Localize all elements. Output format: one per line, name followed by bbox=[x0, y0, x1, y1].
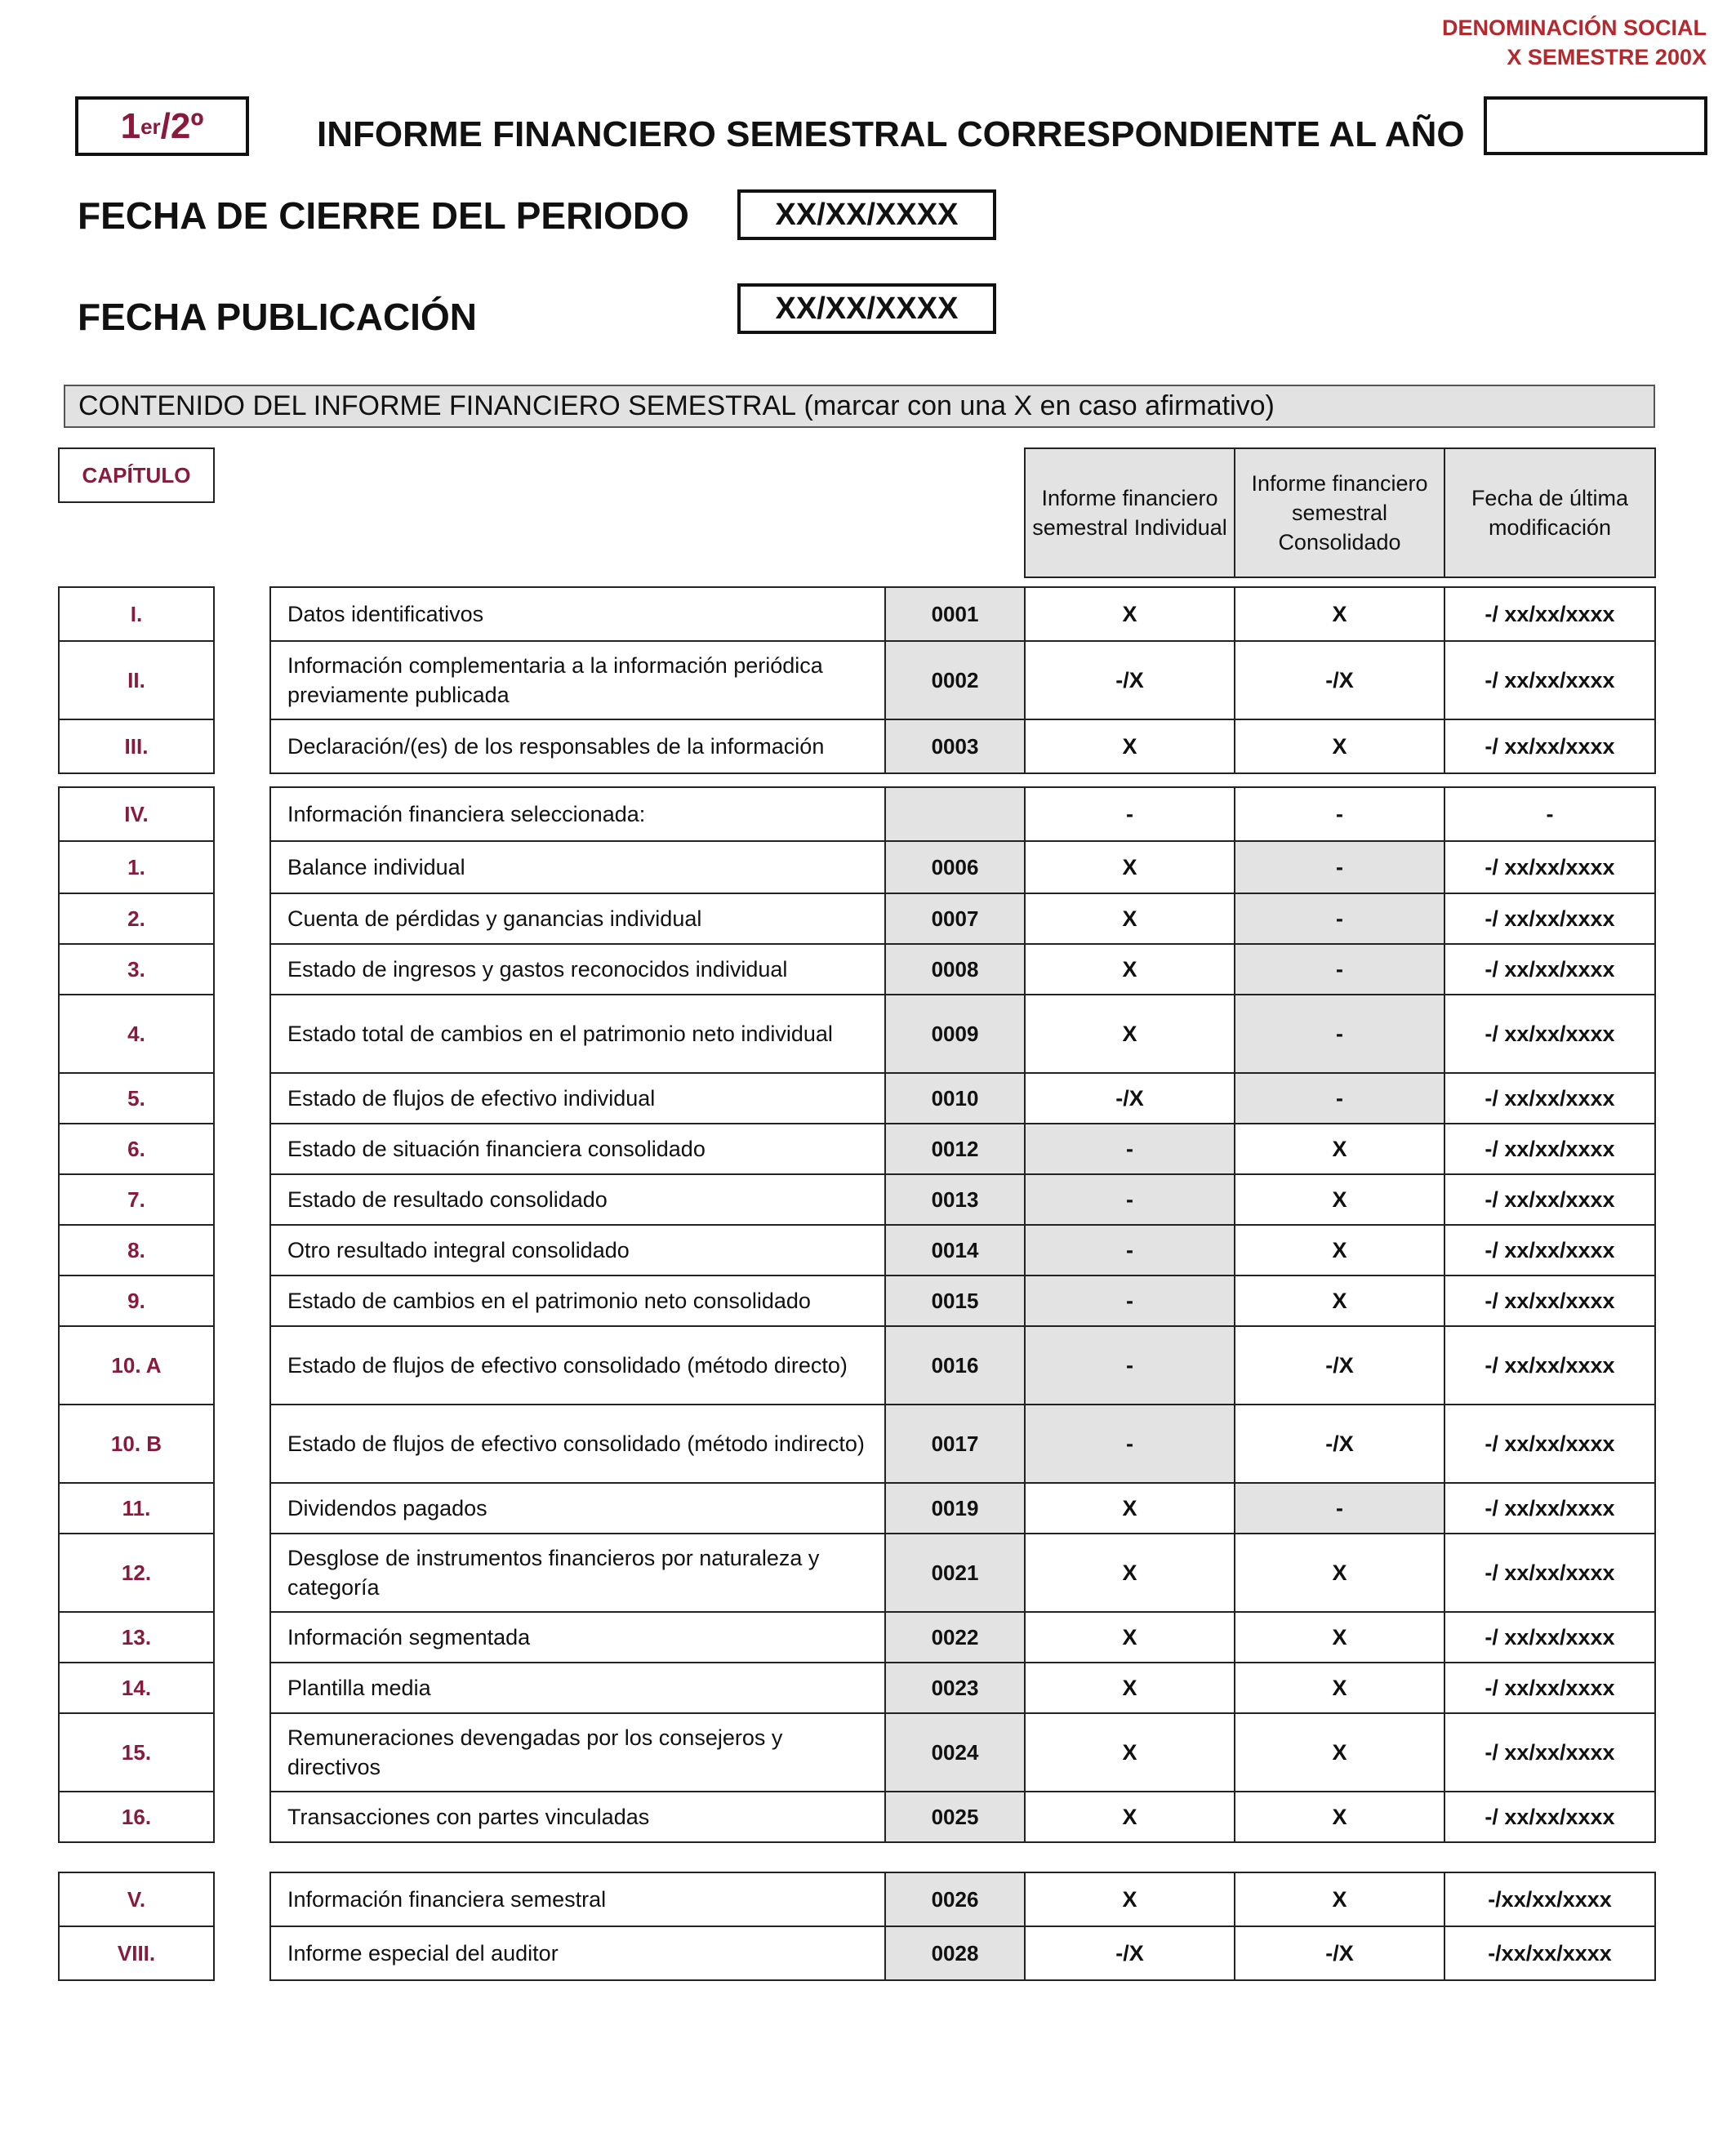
individual-cell-text: X bbox=[1122, 854, 1137, 879]
chapter-cell bbox=[58, 719, 215, 774]
chapter-cell-text: 14. bbox=[121, 1675, 152, 1700]
code-cell bbox=[884, 994, 1026, 1074]
closing-date-label: FECHA DE CIERRE DEL PERIODO bbox=[78, 194, 689, 237]
individual-cell-text: -/X bbox=[1115, 1085, 1144, 1111]
description-cell bbox=[269, 1123, 886, 1175]
chapter-cell-text: 9. bbox=[127, 1288, 145, 1313]
section-title: CONTENIDO DEL INFORME FINANCIERO SEMESTRAL bbox=[78, 390, 797, 421]
code-cell-text: 0013 bbox=[931, 1186, 979, 1212]
consolidado-cell[interactable] bbox=[1234, 719, 1445, 774]
description-cell bbox=[269, 1404, 886, 1484]
individual-cell-text: X bbox=[1122, 733, 1137, 759]
closing-date-field[interactable]: XX/XX/XXXX bbox=[737, 189, 996, 240]
fecha-cell[interactable] bbox=[1444, 840, 1656, 894]
code-cell bbox=[884, 1662, 1026, 1714]
fecha-cell-text: -/xx/xx/xxxx bbox=[1488, 1940, 1612, 1966]
code-cell bbox=[884, 1123, 1026, 1175]
code-cell-text: 0009 bbox=[931, 1021, 979, 1046]
consolidado-cell[interactable] bbox=[1234, 1926, 1445, 1981]
chapter-cell-text: 6. bbox=[127, 1136, 145, 1161]
chapter-cell bbox=[58, 1926, 215, 1981]
description-cell-text: Información financiera seleccionada: bbox=[287, 802, 646, 826]
chapter-cell-text: 13. bbox=[121, 1624, 152, 1649]
chapter-cell-text: 10. B bbox=[110, 1431, 162, 1456]
consolidado-cell[interactable] bbox=[1234, 1611, 1445, 1663]
chapter-cell bbox=[58, 1791, 215, 1843]
consolidado-cell[interactable] bbox=[1234, 1872, 1445, 1927]
fecha-cell-text: -/ xx/xx/xxxx bbox=[1485, 1495, 1615, 1520]
description-cell bbox=[269, 1926, 886, 1981]
chapter-cell-text: 5. bbox=[127, 1085, 145, 1111]
individual-cell-text: X bbox=[1122, 1804, 1137, 1829]
code-cell bbox=[884, 1173, 1026, 1226]
individual-cell[interactable] bbox=[1024, 1482, 1235, 1534]
chapter-cell bbox=[58, 1072, 215, 1124]
code-cell bbox=[884, 719, 1026, 774]
individual-cell[interactable] bbox=[1024, 1662, 1235, 1714]
consolidado-cell-text: - bbox=[1336, 801, 1343, 826]
fecha-cell-text: -/ xx/xx/xxxx bbox=[1485, 667, 1615, 692]
section-heading bbox=[64, 385, 1655, 428]
chapter-cell-text: II. bbox=[127, 667, 145, 692]
individual-cell-text: X bbox=[1122, 1739, 1137, 1765]
description-cell-text: Cuenta de pérdidas y ganancias individual bbox=[287, 906, 702, 931]
chapter-cell bbox=[58, 893, 215, 945]
consolidado-cell-text: X bbox=[1332, 601, 1347, 626]
code-cell-text: 0014 bbox=[931, 1237, 979, 1262]
chapter-cell bbox=[58, 1662, 215, 1714]
individual-cell-text: X bbox=[1122, 906, 1137, 931]
consolidado-cell-text: -/X bbox=[1325, 1352, 1354, 1378]
semester-box[interactable]: 1 er /2º bbox=[75, 96, 249, 156]
fecha-cell-text: -/ xx/xx/xxxx bbox=[1485, 956, 1615, 982]
fecha-cell[interactable] bbox=[1444, 1482, 1656, 1534]
description-cell-text: Datos identificativos bbox=[287, 602, 484, 626]
individual-cell-text: -/X bbox=[1115, 667, 1144, 692]
consolidado-cell-text: - bbox=[1336, 1085, 1343, 1111]
individual-cell-text: -/X bbox=[1115, 1940, 1144, 1966]
individual-cell-text: - bbox=[1126, 1186, 1133, 1212]
fecha-cell-text: -/ xx/xx/xxxx bbox=[1485, 1186, 1615, 1212]
description-cell bbox=[269, 1173, 886, 1226]
chapter-cell bbox=[58, 1224, 215, 1276]
code-cell bbox=[884, 1611, 1026, 1663]
description-cell-text: Plantilla media bbox=[287, 1676, 431, 1700]
individual-cell-text: X bbox=[1122, 1021, 1137, 1046]
fecha-cell[interactable] bbox=[1444, 1872, 1656, 1927]
consolidado-cell-text: X bbox=[1332, 733, 1347, 759]
chapter-cell-text: 11. bbox=[122, 1495, 151, 1520]
description-cell bbox=[269, 1482, 886, 1534]
consolidado-cell-text: X bbox=[1332, 1136, 1347, 1161]
fecha-cell[interactable] bbox=[1444, 943, 1656, 995]
fecha-cell[interactable] bbox=[1444, 1224, 1656, 1276]
fecha-cell[interactable] bbox=[1444, 1791, 1656, 1843]
description-cell-text: Estado de flujos de efectivo individual bbox=[287, 1086, 656, 1111]
individual-cell[interactable] bbox=[1024, 719, 1235, 774]
fecha-cell-text: -/ xx/xx/xxxx bbox=[1485, 1288, 1615, 1313]
individual-cell-text: - bbox=[1126, 1237, 1133, 1262]
fecha-cell-text: -/ xx/xx/xxxx bbox=[1485, 733, 1615, 759]
description-cell bbox=[269, 1662, 886, 1714]
chapter-cell-text: 12. bbox=[121, 1560, 152, 1585]
fecha-cell-text: -/ xx/xx/xxxx bbox=[1485, 1352, 1615, 1378]
consolidado-cell-text: X bbox=[1332, 1186, 1347, 1212]
publication-date-field[interactable]: XX/XX/XXXX bbox=[737, 283, 996, 334]
code-cell-text: 0016 bbox=[931, 1352, 979, 1378]
code-cell bbox=[884, 1404, 1026, 1484]
description-cell bbox=[269, 1224, 886, 1276]
consolidado-cell[interactable] bbox=[1234, 1275, 1445, 1327]
consolidado-cell[interactable] bbox=[1234, 1791, 1445, 1843]
code-cell bbox=[884, 1224, 1026, 1276]
fecha-cell-text: -/ xx/xx/xxxx bbox=[1485, 854, 1615, 879]
fecha-cell-text: -/xx/xx/xxxx bbox=[1488, 1886, 1612, 1912]
fecha-cell[interactable] bbox=[1444, 640, 1656, 720]
description-cell-text: Estado de flujos de efectivo consolidado (método directo) bbox=[287, 1353, 848, 1378]
consolidado-cell[interactable] bbox=[1234, 586, 1445, 642]
individual-cell[interactable] bbox=[1024, 1404, 1235, 1484]
semester-number: 1 bbox=[120, 105, 141, 146]
consolidado-cell[interactable] bbox=[1234, 1072, 1445, 1124]
code-cell-text: 0001 bbox=[931, 601, 979, 626]
report-title: INFORME FINANCIERO SEMESTRAL CORRESPONDIENTE AL AÑO bbox=[317, 114, 1465, 154]
description-cell bbox=[269, 1072, 886, 1124]
individual-cell[interactable] bbox=[1024, 1224, 1235, 1276]
individual-cell[interactable] bbox=[1024, 1926, 1235, 1981]
col-header-consolidado: Informe financiero semestral Consolidado bbox=[1234, 447, 1445, 578]
code-cell-text: 0015 bbox=[931, 1288, 979, 1313]
code-cell bbox=[884, 943, 1026, 995]
description-cell bbox=[269, 943, 886, 995]
description-cell-text: Dividendos pagados bbox=[287, 1496, 487, 1520]
description-cell bbox=[269, 840, 886, 894]
description-cell bbox=[269, 1872, 886, 1927]
individual-cell-text: X bbox=[1122, 1675, 1137, 1700]
chapter-cell-text: IV. bbox=[124, 801, 149, 826]
description-cell-text: Informe especial del auditor bbox=[287, 1941, 559, 1966]
description-cell bbox=[269, 719, 886, 774]
consolidado-cell[interactable] bbox=[1234, 943, 1445, 995]
code-cell-text: 0026 bbox=[931, 1886, 979, 1912]
code-cell-text: 0002 bbox=[931, 667, 979, 692]
consolidado-cell-text: - bbox=[1336, 906, 1343, 931]
description-cell bbox=[269, 893, 886, 945]
code-cell bbox=[884, 786, 1026, 842]
consolidado-cell-text: X bbox=[1332, 1739, 1347, 1765]
description-cell-text: Desglose de instrumentos financieros por naturaleza y categoría bbox=[287, 1546, 820, 1600]
chapter-cell bbox=[58, 1404, 215, 1484]
chapter-cell bbox=[58, 786, 215, 842]
fecha-cell-text: -/ xx/xx/xxxx bbox=[1485, 1560, 1615, 1585]
code-cell-text: 0025 bbox=[931, 1804, 979, 1829]
consolidado-cell[interactable] bbox=[1234, 1173, 1445, 1226]
consolidado-cell-text: -/X bbox=[1325, 1940, 1354, 1966]
chapter-cell-text: 7. bbox=[127, 1186, 145, 1212]
consolidado-cell[interactable] bbox=[1234, 1482, 1445, 1534]
fecha-cell-text: -/ xx/xx/xxxx bbox=[1485, 1085, 1615, 1111]
fecha-cell-text: -/ xx/xx/xxxx bbox=[1485, 601, 1615, 626]
chapter-cell-text: 2. bbox=[127, 906, 145, 931]
description-cell bbox=[269, 1611, 886, 1663]
fecha-cell[interactable] bbox=[1444, 1712, 1656, 1792]
description-cell-text: Estado de situación financiera consolidado bbox=[287, 1137, 706, 1161]
fecha-cell-text: -/ xx/xx/xxxx bbox=[1485, 1804, 1615, 1829]
code-cell bbox=[884, 1072, 1026, 1124]
consolidado-cell-text: X bbox=[1332, 1288, 1347, 1313]
consolidado-cell[interactable] bbox=[1234, 893, 1445, 945]
chapter-cell bbox=[58, 1325, 215, 1405]
consolidado-cell[interactable] bbox=[1234, 1123, 1445, 1175]
description-cell-text: Información financiera semestral bbox=[287, 1887, 607, 1912]
year-field[interactable] bbox=[1484, 96, 1707, 155]
code-cell-text: 0012 bbox=[931, 1136, 979, 1161]
chapter-cell bbox=[58, 840, 215, 894]
description-cell-text: Transacciones con partes vinculadas bbox=[287, 1805, 650, 1829]
consolidado-cell[interactable] bbox=[1234, 1712, 1445, 1792]
individual-cell-text: - bbox=[1126, 1352, 1133, 1378]
chapter-cell bbox=[58, 640, 215, 720]
chapter-cell-text: 16. bbox=[121, 1804, 152, 1829]
code-cell-text: 0024 bbox=[931, 1739, 979, 1765]
description-cell bbox=[269, 1275, 886, 1327]
chapter-cell-text: 1. bbox=[127, 854, 145, 879]
consolidado-cell-text: X bbox=[1332, 1560, 1347, 1585]
consolidado-cell-text: X bbox=[1332, 1624, 1347, 1649]
individual-cell[interactable] bbox=[1024, 840, 1235, 894]
fecha-cell-text: -/ xx/xx/xxxx bbox=[1485, 1431, 1615, 1456]
chapter-cell-text: 4. bbox=[127, 1021, 145, 1046]
consolidado-cell[interactable] bbox=[1234, 1533, 1445, 1613]
code-cell bbox=[884, 1275, 1026, 1327]
description-cell bbox=[269, 786, 886, 842]
chapter-cell-text: I. bbox=[130, 601, 143, 626]
consolidado-cell-text: X bbox=[1332, 1237, 1347, 1262]
consolidado-cell-text: - bbox=[1336, 854, 1343, 879]
fecha-cell-text: -/ xx/xx/xxxx bbox=[1485, 906, 1615, 931]
chapter-cell-text: 3. bbox=[127, 956, 145, 982]
chapter-cell bbox=[58, 1712, 215, 1792]
consolidado-cell[interactable] bbox=[1234, 1325, 1445, 1405]
description-cell-text: Estado de ingresos y gastos reconocidos individual bbox=[287, 957, 788, 982]
col-header-fecha: Fecha de última modificación bbox=[1444, 447, 1656, 578]
individual-cell[interactable] bbox=[1024, 1712, 1235, 1792]
code-cell-text: 0003 bbox=[931, 733, 979, 759]
code-cell-text: 0021 bbox=[931, 1560, 979, 1585]
fecha-cell[interactable] bbox=[1444, 1662, 1656, 1714]
individual-cell[interactable] bbox=[1024, 994, 1235, 1074]
description-cell bbox=[269, 640, 886, 720]
code-cell bbox=[884, 586, 1026, 642]
code-cell-text: 0006 bbox=[931, 854, 979, 879]
consolidado-cell[interactable] bbox=[1234, 786, 1445, 842]
chapter-cell bbox=[58, 994, 215, 1074]
code-cell-text: 0007 bbox=[931, 906, 979, 931]
individual-cell-text: - bbox=[1126, 801, 1133, 826]
fecha-cell-text: -/ xx/xx/xxxx bbox=[1485, 1675, 1615, 1700]
individual-cell-text: X bbox=[1122, 1495, 1137, 1520]
chapter-cell bbox=[58, 586, 215, 642]
code-cell bbox=[884, 640, 1026, 720]
chapter-cell-text: 10. A bbox=[111, 1352, 162, 1378]
fecha-cell[interactable] bbox=[1444, 586, 1656, 642]
code-cell bbox=[884, 1482, 1026, 1534]
consolidado-cell-text: X bbox=[1332, 1804, 1347, 1829]
description-cell bbox=[269, 586, 886, 642]
chapter-cell bbox=[58, 1611, 215, 1663]
fecha-cell[interactable] bbox=[1444, 786, 1656, 842]
description-cell-text: Estado de resultado consolidado bbox=[287, 1187, 608, 1212]
chapter-cell bbox=[58, 1533, 215, 1613]
fecha-cell-text: - bbox=[1546, 801, 1554, 826]
code-cell bbox=[884, 840, 1026, 894]
description-cell-text: Otro resultado integral consolidado bbox=[287, 1238, 630, 1262]
code-cell-text: 0028 bbox=[931, 1940, 979, 1966]
individual-cell-text: X bbox=[1122, 601, 1137, 626]
fecha-cell-text: -/ xx/xx/xxxx bbox=[1485, 1624, 1615, 1649]
fecha-cell[interactable] bbox=[1444, 994, 1656, 1074]
description-cell-text: Remuneraciones devengadas por los consejeros y directivos bbox=[287, 1725, 783, 1779]
code-cell bbox=[884, 893, 1026, 945]
section-hint: (marcar con una X en caso afirmativo) bbox=[803, 390, 1275, 421]
description-cell bbox=[269, 1712, 886, 1792]
fecha-cell[interactable] bbox=[1444, 1123, 1656, 1175]
fecha-cell[interactable] bbox=[1444, 1611, 1656, 1663]
code-cell-text: 0017 bbox=[931, 1431, 979, 1456]
consolidado-cell-text: -/X bbox=[1325, 1431, 1354, 1456]
description-cell bbox=[269, 994, 886, 1074]
chapter-cell-text: VIII. bbox=[117, 1940, 156, 1966]
individual-cell-text: - bbox=[1126, 1431, 1133, 1456]
consolidado-cell-text: - bbox=[1336, 1021, 1343, 1046]
individual-cell-text: - bbox=[1126, 1136, 1133, 1161]
description-cell bbox=[269, 1325, 886, 1405]
fecha-cell[interactable] bbox=[1444, 1926, 1656, 1981]
code-cell-text: 0010 bbox=[931, 1085, 979, 1111]
chapter-cell bbox=[58, 1275, 215, 1327]
code-cell-text: 0022 bbox=[931, 1624, 979, 1649]
code-cell bbox=[884, 1712, 1026, 1792]
fecha-cell[interactable] bbox=[1444, 893, 1656, 945]
chapter-cell-text: 8. bbox=[127, 1237, 145, 1262]
fecha-cell-text: -/ xx/xx/xxxx bbox=[1485, 1237, 1615, 1262]
consolidado-cell[interactable] bbox=[1234, 640, 1445, 720]
description-cell-text: Declaración/(es) de los responsables de la información bbox=[287, 734, 825, 759]
semester-label: X SEMESTRE 200X bbox=[1507, 45, 1707, 69]
code-cell bbox=[884, 1533, 1026, 1613]
code-cell bbox=[884, 1325, 1026, 1405]
fecha-cell-text: -/ xx/xx/xxxx bbox=[1485, 1021, 1615, 1046]
consolidado-cell-text: X bbox=[1332, 1675, 1347, 1700]
individual-cell[interactable] bbox=[1024, 1072, 1235, 1124]
individual-cell-text: X bbox=[1122, 1886, 1137, 1912]
code-cell-text: 0023 bbox=[931, 1675, 979, 1700]
fecha-cell[interactable] bbox=[1444, 1404, 1656, 1484]
consolidado-cell-text: -/X bbox=[1325, 667, 1354, 692]
chapter-cell bbox=[58, 1872, 215, 1927]
description-cell-text: Balance individual bbox=[287, 855, 465, 879]
code-cell-text: 0019 bbox=[931, 1495, 979, 1520]
company-name: DENOMINACIÓN SOCIAL bbox=[1442, 16, 1707, 40]
fecha-cell-text: -/ xx/xx/xxxx bbox=[1485, 1739, 1615, 1765]
description-cell-text: Información complementaria a la información periódica previamente publicada bbox=[287, 653, 823, 707]
individual-cell[interactable] bbox=[1024, 893, 1235, 945]
individual-cell[interactable] bbox=[1024, 1325, 1235, 1405]
code-cell bbox=[884, 1791, 1026, 1843]
consolidado-cell-text: - bbox=[1336, 956, 1343, 982]
individual-cell[interactable] bbox=[1024, 1533, 1235, 1613]
individual-cell[interactable] bbox=[1024, 943, 1235, 995]
description-cell-text: Estado de cambios en el patrimonio neto consolidado bbox=[287, 1289, 811, 1313]
description-cell bbox=[269, 1791, 886, 1843]
consolidado-cell[interactable] bbox=[1234, 1662, 1445, 1714]
individual-cell[interactable] bbox=[1024, 640, 1235, 720]
individual-cell-text: X bbox=[1122, 1560, 1137, 1585]
col-header-individual: Informe financiero semestral Individual bbox=[1024, 447, 1235, 578]
fecha-cell[interactable] bbox=[1444, 1325, 1656, 1405]
code-cell-text: 0008 bbox=[931, 956, 979, 982]
individual-cell[interactable] bbox=[1024, 1872, 1235, 1927]
chapter-cell-text: 15. bbox=[121, 1739, 152, 1765]
consolidado-cell[interactable] bbox=[1234, 840, 1445, 894]
chapter-cell bbox=[58, 1123, 215, 1175]
individual-cell[interactable] bbox=[1024, 586, 1235, 642]
fecha-cell[interactable] bbox=[1444, 1173, 1656, 1226]
consolidado-cell[interactable] bbox=[1234, 1404, 1445, 1484]
description-cell-text: Estado de flujos de efectivo consolidado (método indirecto) bbox=[287, 1431, 865, 1456]
fecha-cell[interactable] bbox=[1444, 1275, 1656, 1327]
individual-cell[interactable] bbox=[1024, 1173, 1235, 1226]
individual-cell[interactable] bbox=[1024, 1791, 1235, 1843]
consolidado-cell-text: - bbox=[1336, 1495, 1343, 1520]
chapter-cell-text: III. bbox=[124, 733, 149, 759]
chapter-cell-text: V. bbox=[127, 1886, 146, 1912]
semester-rest: /2º bbox=[160, 105, 204, 146]
publication-date-label: FECHA PUBLICACIÓN bbox=[78, 296, 477, 338]
consolidado-cell[interactable] bbox=[1234, 994, 1445, 1074]
code-cell bbox=[884, 1926, 1026, 1981]
consolidado-cell-text: X bbox=[1332, 1886, 1347, 1912]
description-cell-text: Estado total de cambios en el patrimonio neto individual bbox=[287, 1022, 833, 1046]
individual-cell[interactable] bbox=[1024, 1123, 1235, 1175]
individual-cell[interactable] bbox=[1024, 786, 1235, 842]
individual-cell-text: X bbox=[1122, 956, 1137, 982]
individual-cell-text: X bbox=[1122, 1624, 1137, 1649]
company-header bbox=[1442, 13, 1707, 72]
individual-cell-text: - bbox=[1126, 1288, 1133, 1313]
fecha-cell-text: -/ xx/xx/xxxx bbox=[1485, 1136, 1615, 1161]
consolidado-cell[interactable] bbox=[1234, 1224, 1445, 1276]
chapter-cell bbox=[58, 1173, 215, 1226]
chapter-header: CAPÍTULO bbox=[58, 447, 215, 503]
code-cell bbox=[884, 1872, 1026, 1927]
description-cell bbox=[269, 1533, 886, 1613]
chapter-cell bbox=[58, 943, 215, 995]
individual-cell[interactable] bbox=[1024, 1275, 1235, 1327]
chapter-cell bbox=[58, 1482, 215, 1534]
fecha-cell[interactable] bbox=[1444, 1072, 1656, 1124]
individual-cell[interactable] bbox=[1024, 1611, 1235, 1663]
fecha-cell[interactable] bbox=[1444, 1533, 1656, 1613]
description-cell-text: Información segmentada bbox=[287, 1625, 531, 1649]
fecha-cell[interactable] bbox=[1444, 719, 1656, 774]
